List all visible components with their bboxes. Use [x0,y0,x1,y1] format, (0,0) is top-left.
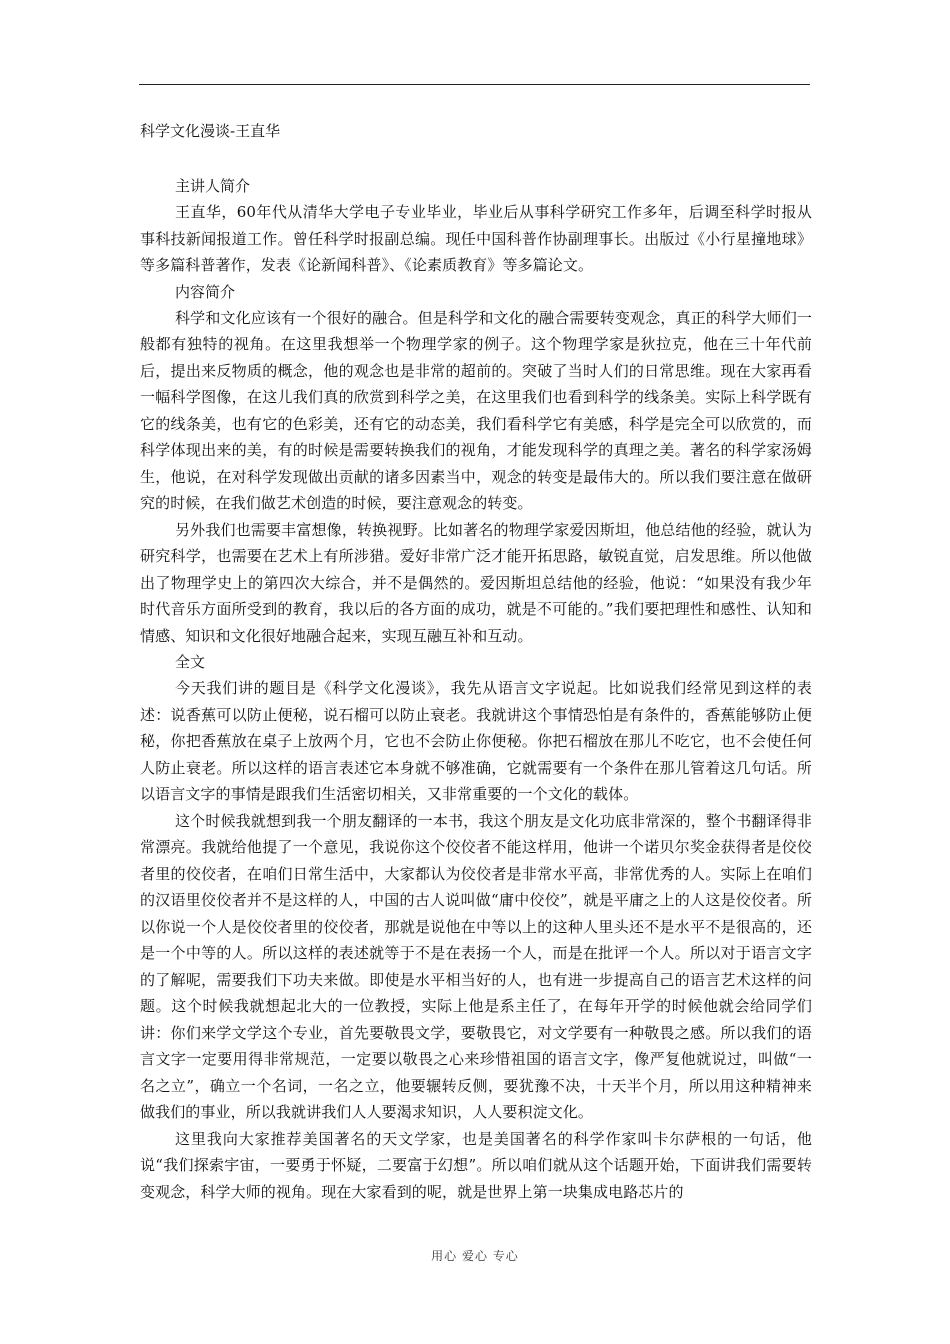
paragraph: 今天我们讲的题目是《科学文化漫谈》，我先从语言文字说起。比如说我们经常见到这样的表述：说香蕉可以防止便秘，说石榴可以防止衰老。我就讲这个事情恐怕是有条件的，香蕉能够防止便秘，你把香蕉放在桌子上放两个月，它也不会防止你便秘。你把石榴放在那儿不吃它，也不会使任何人防止衰老。所以这样的语言表述它本身就不够准确，它就需要有一个条件在那儿管着这几句话。所以语言文字的事情是跟我们生活密切相关，又非常重要的一个文化的载体。 [140,679,812,803]
paragraph: 这个时候我就想到我一个朋友翻译的一本书，我这个朋友是文化功底非常深的，整个书翻译得非常漂亮。我就给他提了一个意见，我说你这个佼佼者不能这样用，他讲一个诺贝尔奖金获得者是佼佼者里的佼佼者，在咱们日常生活中，大家都认为佼佼者是非常水平高，非常优秀的人。实际上在咱们的汉语里佼佼者并不是这样的人，中国的古人说叫做“庸中佼佼”，就是平庸之上的人这是佼佼者。所以你说一个人是佼佼者里的佼佼者，那就是说他在中等以上的这种人里头还不是水平不是很高的，还是一个中等的人。所以这样的表述就等于不是在表扬一个人，而是在批评一个人。所以对于语言文字的了解呢，需要我们下功夫来做。即使是水平相当好的人，也有进一步提高自己的语言艺术这样的问题。这个时候我就想起北大的一位教授，实际上他是系主任了，在每年开学的时候他就会给同学们讲：你们来学文学这个专业，首先要敬畏文学，要敬畏它，对文学要有一种敬畏之感。所以我们的语言文字一定要用得非常规范，一定要以敬畏之心来珍惜祖国的语言文字，像严复他就说过，叫做“一名之立”，确立一个名词，一名之立，他要辗转反侧，要犹豫不决，十天半个月，所以用这种精神来做我们的事业，所以我就讲我们人人要渴求知识，人人要积淀文化。 [140,811,812,1121]
header-rule [139,84,810,85]
section-heading-content-summary: 内容简介 [175,282,236,301]
paragraph: 王直华，60年代从清华大学电子专业毕业，毕业后从事科学研究工作多年，后调至科学时报从事科技新闻报道工作。曾任科学时报副总编。现任中国科普作协副理事长。出版过《小行星撞地球》等多篇科普著作，发表《论新闻科普》、《论素质教育》等多篇论文。 [140,203,812,274]
document-body [140,173,812,1205]
section-heading-speaker-intro: 主讲人简介 [175,177,251,195]
paragraph: 科学和文化应该有一个很好的融合。但是科学和文化的融合需要转变观念，真正的科学大师们一般都有独特的视角。在这里我想举一个物理学家的例子。这个物理学家是狄拉克，他在三十年代前后，提出来反物质的概念，他的观念也是非常的超前的。突破了当时人们的日常思维。现在大家再看一幅科学图像，在这儿我们真的欣赏到科学之美，在这里我们也看到科学的线条美。实际上科学既有它的线条美，也有它的色彩美，还有它的动态美，我们看科学它有美感，科学是完全可以欣赏的，而科学体现出来的美，有的时候是需要转换我们的视角，才能发现科学的真理之美。著名的科学家汤姆生，他说，在对科学发现做出贡献的诸多因素当中，观念的转变是最伟大的。所以我们要注意在做研究的时候，在我们做艺术创造的时候，要注意观念的转变。 [140,308,812,512]
document-title: 科学文化漫谈-王直华 [140,122,281,140]
page-footer: 用心 爱心 专心 [431,1249,519,1263]
paragraph: 这里我向大家推荐美国著名的天文学家，也是美国著名的科学作家叫卡尔萨根的一句话，他说“我们探索宇宙，一要勇于怀疑，二要富于幻想”。所以咱们就从这个话题开始，下面讲我们需要转变观念，科学大师的视角。现在大家看到的呢，就是世界上第一块集成电路芯片的 [140,1129,812,1201]
paragraph: 另外我们也需要丰富想像，转换视野。比如著名的物理学家爱因斯坦，他总结他的经验，就认为研究科学，也需要在艺术上有所涉猎。爱好非常广泛才能开拓思路，敏锐直觉，启发思维。所以他做出了物理学史上的第四次大综合，并不是偶然的。爱因斯坦总结他的经验，他说：“如果没有我少年时代音乐方面所受到的教育，我以后的各方面的成功，就是不可能的。”我们要把理性和感性、认知和情感、知识和文化很好地融合起来，实现互融互补和互动。 [140,520,812,645]
section-heading-full-text: 全文 [175,653,206,671]
